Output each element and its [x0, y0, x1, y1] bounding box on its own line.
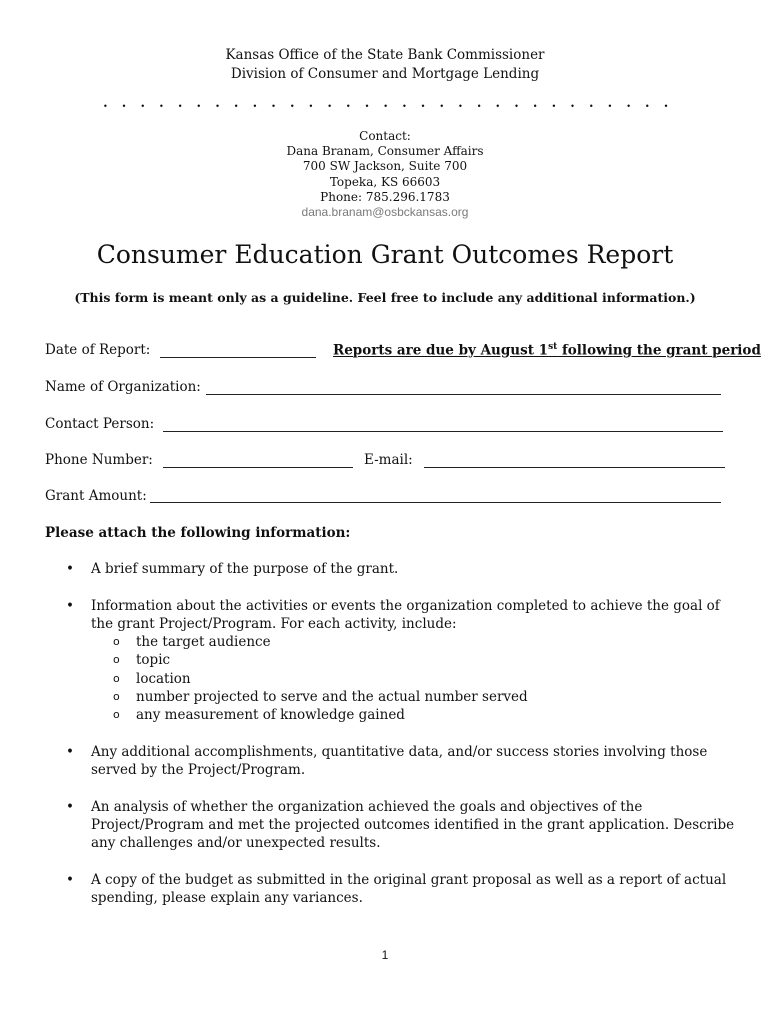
grant-amount-label: Grant Amount:: [45, 488, 147, 504]
circle-bullet-icon: o: [113, 635, 120, 649]
list-item: [45, 743, 735, 779]
division-name: Division of Consumer and Mortgage Lending: [230, 66, 540, 82]
contact-address-line1: 700 SW Jackson, Suite 700: [302, 159, 468, 174]
list-item: [45, 871, 735, 907]
bullet-icon: •: [66, 743, 74, 760]
sub-list-item: [91, 706, 735, 724]
dotted-divider: . . . . . . . . . . . . . . . . . . . . . . . . . . . . . . .: [103, 96, 669, 111]
list-item: [45, 597, 735, 724]
bullet-icon: •: [66, 798, 74, 815]
sub-list-item-text: location: [136, 670, 191, 687]
bullet-icon: •: [66, 561, 74, 577]
sub-list-item-text: any measurement of knowledge gained: [136, 706, 405, 723]
sub-list-item: [91, 688, 735, 706]
contact-person-label: Contact Person:: [45, 416, 155, 432]
attachments-list: [45, 560, 735, 926]
list-item-text: Information about the activities or events the organization completed to achieve the goal of the grant Project/Program. For each activity, include:: [91, 597, 720, 632]
due-notice-text: Reports are due by August 1: [333, 342, 549, 359]
sub-list-item: [91, 670, 735, 688]
circle-bullet-icon: o: [113, 653, 120, 667]
due-date-notice: [333, 342, 761, 359]
contact-name: Dana Branam, Consumer Affairs: [286, 144, 484, 159]
bullet-icon: •: [66, 597, 74, 614]
phone-number-label: Phone Number:: [45, 452, 153, 468]
date-of-report-field[interactable]: [160, 357, 316, 358]
grant-amount-field[interactable]: [150, 502, 721, 503]
page-number: 1: [381, 948, 389, 962]
list-item-text: An analysis of whether the organization achieved the goals and objectives of the Project/Program and met the projected outcomes identified in the grant application. Describe any challenges and/or unexpected results.: [91, 798, 735, 851]
sub-list-item-text: the target audience: [136, 634, 271, 651]
list-item-text: Any additional accomplishments, quantitative data, and/or success stories involving those served by the Project/Program.: [91, 743, 708, 778]
circle-bullet-icon: o: [113, 671, 120, 685]
due-notice-ordinal: st: [548, 342, 558, 352]
phone-number-field[interactable]: [163, 467, 353, 468]
contact-email-link[interactable]: dana.branam@osbckansas.org: [301, 205, 469, 220]
organization-label: Name of Organization:: [45, 379, 201, 395]
agency-header: [0, 46, 770, 84]
form-guideline-note: (This form is meant only as a guideline. Feel free to include any additional information.): [74, 290, 696, 305]
circle-bullet-icon: o: [113, 689, 120, 703]
due-notice-tail: following the grant period: [557, 342, 761, 359]
page-title: Consumer Education Grant Outcomes Report: [96, 240, 674, 269]
date-of-report-label: Date of Report:: [45, 342, 151, 358]
contact-phone: Phone: 785.296.1783: [320, 189, 450, 204]
contact-person-field[interactable]: [163, 431, 723, 432]
email-field[interactable]: [424, 467, 725, 468]
list-item-text: A copy of the budget as submitted in the original grant proposal as well as a report of actual spending, please explain any variances.: [91, 871, 727, 906]
attachments-heading: Please attach the following information:: [45, 525, 351, 541]
list-item: [45, 798, 735, 853]
bullet-icon: •: [66, 871, 74, 888]
sub-list-item-text: topic: [136, 652, 171, 669]
contact-label: Contact:: [359, 129, 411, 143]
activity-sublist: [91, 633, 735, 724]
email-label: E-mail:: [364, 452, 413, 468]
organization-field[interactable]: [206, 394, 721, 395]
sub-list-item: [91, 651, 735, 669]
agency-name: Kansas Office of the State Bank Commissioner: [225, 47, 545, 63]
list-item: [45, 560, 735, 578]
contact-block: [0, 129, 770, 220]
sub-list-item: [91, 633, 735, 651]
circle-bullet-icon: o: [113, 707, 120, 721]
list-item-text: A brief summary of the purpose of the grant.: [91, 561, 399, 577]
sub-list-item-text: number projected to serve and the actual number served: [136, 688, 528, 705]
contact-address-line2: Topeka, KS 66603: [329, 174, 441, 189]
